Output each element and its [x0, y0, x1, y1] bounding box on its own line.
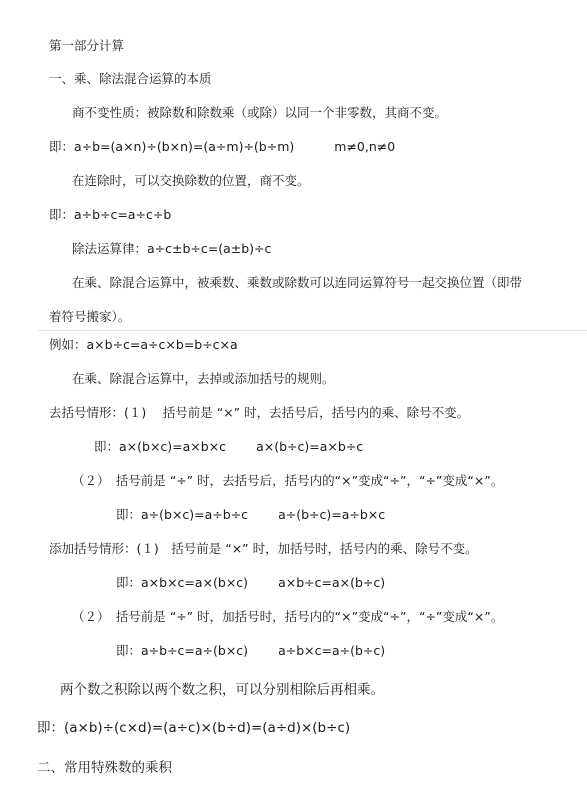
- invariance-property-text: 商不变性质：被除数和除数乘（或除）以同一个非零数，其商不变。: [72, 105, 448, 120]
- mixed-ops-rule-line-2: 着符号搬家）。: [49, 309, 131, 324]
- add-brackets-case-1: 添加括号情形：(１) 括号前是 “×” 时，加括号时，括号内的乘、除号不变。: [49, 541, 478, 556]
- remove-brackets-case-1: 去括号情形：(１) 括号前是 “×” 时，去括号后，括号内的乘、除号不变。: [49, 405, 470, 420]
- remove-brackets-case-2: （２） 括号前是 “÷” 时，去括号后，括号内的“×”变成“÷”，“÷”变成“×”。: [72, 473, 504, 488]
- section-1-title: 一、乘、除法混合运算的本质: [49, 71, 212, 86]
- formula-1-condition: m≠0,n≠0: [334, 139, 396, 154]
- mixed-ops-rule-line-1: 在乘、除混合运算中，被乘数、乘数或除数可以连同运算符号一起交换位置（即带: [72, 275, 523, 290]
- add-brackets-case-2: （２） 括号前是 “÷” 时，加括号时，括号内的“×”变成“÷”，“÷”变成“×”。: [72, 609, 504, 624]
- remove-case-1-eq-b: a×(b÷c)=a×b÷c: [256, 439, 364, 454]
- add-case-1-eq-b: a×b÷c=a×(b÷c): [278, 575, 386, 590]
- remove-case-1-eq-a: 即：a×(b×c)=a×b×c: [94, 439, 227, 454]
- remove-case-2-equations: [116, 507, 385, 523]
- consecutive-division-rule: 在连除时，可以交换除数的位置，商不变。: [72, 173, 310, 188]
- formula-1-expression: 即：a÷b=(a×n)÷(b×n)=(a÷m)÷(b÷m): [49, 139, 295, 154]
- product-division-rule: 两个数之积除以两个数之积，可以分别相除后再相乘。: [60, 682, 384, 698]
- formula-2: 即：a÷b÷c=a÷c÷b: [49, 207, 172, 222]
- section-2-title: 二、常用特殊数的乘积: [37, 760, 172, 776]
- division-law: 除法运算律：a÷c±b÷c=(a±b)÷c: [72, 241, 272, 256]
- add-case-1-equations: [116, 575, 385, 591]
- part-title: 第一部分计算: [49, 38, 125, 53]
- bracket-rules-intro: 在乘、除混合运算中，去掉或添加括号的规则。: [72, 371, 335, 386]
- remove-case-2-eq-b: a÷(b÷c)=a÷b×c: [278, 507, 386, 522]
- remove-case-2-eq-a: 即：a÷(b×c)=a÷b÷c: [116, 507, 249, 522]
- remove-case-1-equations: [94, 439, 363, 455]
- example-text: 例如：a×b÷c=a÷c×b=b÷c×a: [49, 337, 238, 352]
- page-divider: [38, 330, 587, 331]
- add-case-2-eq-a: 即：a÷b÷c=a÷(b×c): [116, 643, 249, 658]
- formula-1: [49, 139, 395, 155]
- formula-final: 即：(a×b)÷(c×d)=(a÷c)×(b÷d)=(a÷d)×(b÷c): [37, 720, 351, 736]
- add-case-2-eq-b: a÷b×c=a÷(b÷c): [278, 643, 386, 658]
- add-case-2-equations: [116, 643, 385, 659]
- add-case-1-eq-a: 即：a×b×c=a×(b×c): [116, 575, 249, 590]
